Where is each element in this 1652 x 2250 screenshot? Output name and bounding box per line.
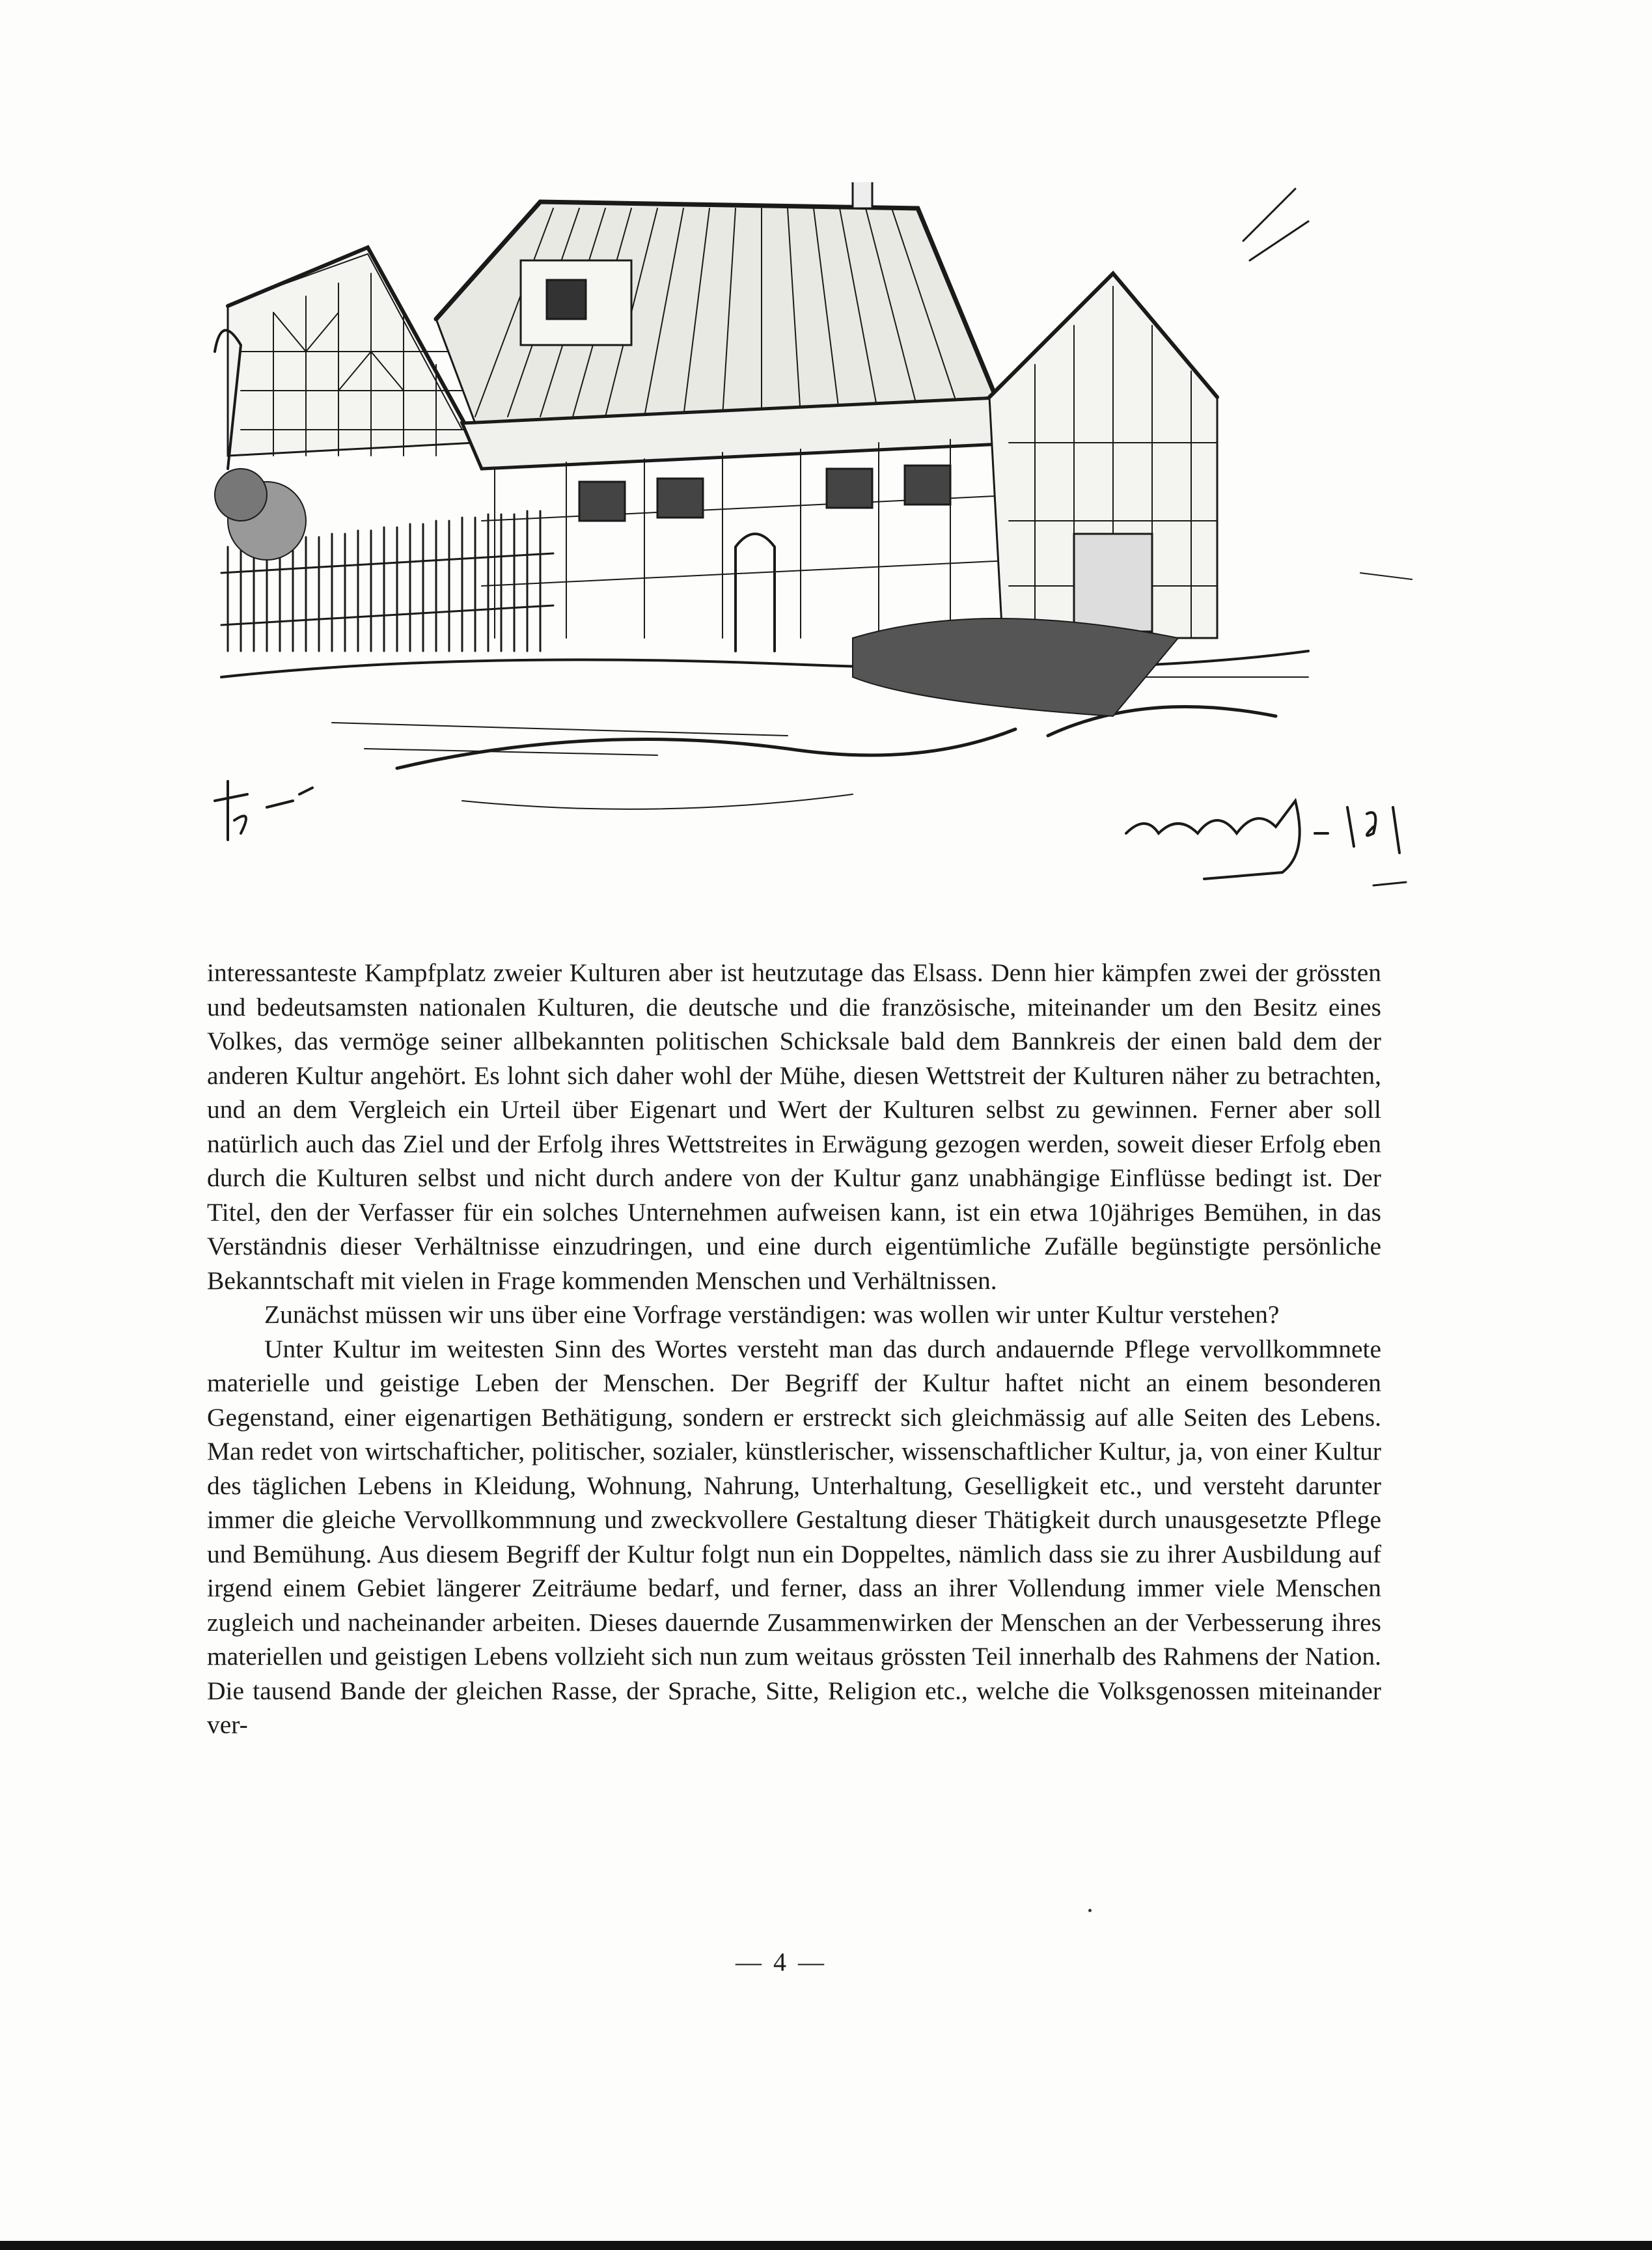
artist-monogram bbox=[215, 781, 312, 840]
body-text bbox=[207, 956, 1381, 1742]
ground-shading bbox=[215, 469, 1412, 809]
left-house bbox=[215, 247, 475, 469]
scan-speck bbox=[1088, 1909, 1092, 1912]
page-number: — 4 — bbox=[736, 1947, 827, 1977]
artist-signature bbox=[1126, 801, 1406, 885]
paragraph-2: Zunächst müssen wir uns über eine Vorfrage verständigen: was wollen wir unter Kultur verstehen? bbox=[264, 1300, 1280, 1329]
paragraph-3: Unter Kultur im weitesten Sinn des Wortes versteht man das durch andauernde Pflege vervollkommnete materielle und geistige Leben der Menschen. Der Begriff der Kultur haftet nicht an einem besonderen Gegenstand, einer eigenartigen Bethätigung, sondern er erstreckt sich gleichmässig auf alle Seiten des Lebens. Man redet von wirtschafticher, politischer, sozialer, künstlerischer, wissenschaftlicher Kultur, ja, von einer Kultur des täglichen Lebens in Kleidung, Wohnung, Nahrung, Unterhaltung, Geselligkeit etc., und versteht darunter immer die gleiche Vervollkommnung und zweckvollere Gestaltung dieser Thätigkeit durch unausgesetzte Pflege und Bemühung. Aus diesem Begriff der Kultur folgt nun ein Doppeltes, nämlich dass sie zu ihrer Ausbildung auf irgend einem Gebiet längerer Zeiträume bedarf, und ferner, dass an ihrer Vollendung immer viele Menschen zugleich und nacheinander arbeiten. Dieses dauernde Zusammenwirken der Menschen an der Verbesserung ihres materiellen und geistigen Lebens vollzieht sich nun zum weitaus grössten Teil innerhalb des Rahmens der Nation. Die tausend Bande der gleichen Rasse, der Sprache, Sitte, Religion etc., welche die Volksgenossen miteinander ver- bbox=[207, 1334, 1381, 1739]
paragraph-1: interessanteste Kampfplatz zweier Kulturen aber ist heutzutage das Elsass. Denn hier kämpfen zwei der grössten und bedeutsamsten nationalen Kulturen, die deutsche und die französische, miteinander um den Besitz eines Volkes, das vermöge seiner allbekannten politischen Schicksale bald dem Bannkreis der einen bald dem der anderen Kultur angehört. Es lohnt sich daher wohl der Mühe, diesen Wettstreit der Kulturen näher zu betrachten, und an dem Vergleich ein Urteil über Eigenart und Wert der Kulturen selbst zu gewinnen. Ferner aber soll natürlich auch das Ziel und der Erfolg ihres Wettstreites in Erwägung gezogen werden, soweit dieser Erfolg eben durch die Kulturen selbst und nicht durch andere von der Kultur ganz unabhängige Einflüsse bedingt ist. Der Titel, den der Verfasser für ein solches Unternehmen aufweisen kann, ist ein etwa 10jähriges Bemühen, in das Verständnis dieser Verhältnisse einzudringen, und eine durch eigentümliche Zufälle begünstigte persönliche Bekanntschaft mit vielen in Frage kommenden Menschen und Verhältnissen. bbox=[207, 958, 1381, 1295]
central-house bbox=[436, 182, 1028, 651]
farmhouse-illustration bbox=[202, 182, 1412, 911]
scan-bottom-edge bbox=[0, 2241, 1652, 2250]
right-house bbox=[989, 189, 1308, 638]
